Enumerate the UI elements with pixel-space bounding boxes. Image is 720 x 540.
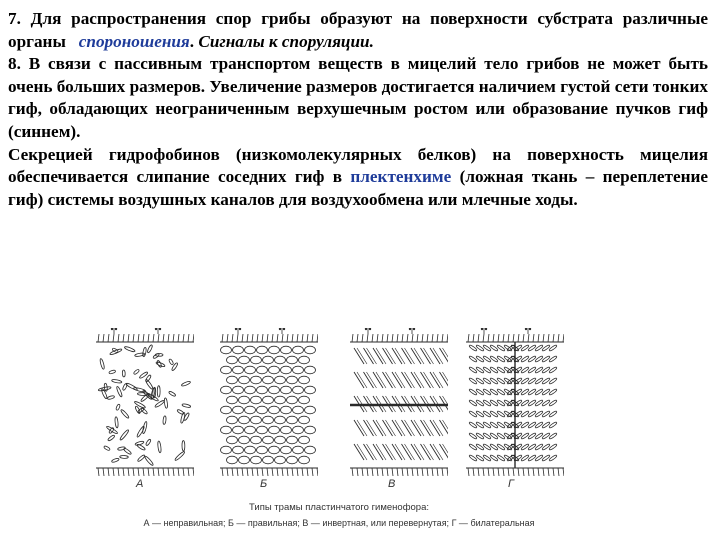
paragraph-hydrophobins — [8, 144, 708, 212]
figure-caption-title: Типы трамы пластинчатого гименофора: — [249, 502, 429, 513]
trama-bilateral-drawing — [466, 328, 564, 478]
trama-inverse-drawing — [350, 328, 448, 478]
panel-bilateral — [466, 328, 564, 478]
panel-inverse — [350, 328, 448, 478]
paragraph-1-text: 7. Для распространения спор грибы образуют на поверхности субстрата различные органы — [8, 9, 708, 51]
panel-label-b: Б — [260, 478, 268, 490]
panel-label-v: В — [388, 478, 396, 490]
panel-label-a: А — [136, 478, 144, 490]
trama-regular-drawing — [220, 328, 318, 478]
sporulation-signals: Сигналы к споруляции. — [198, 31, 374, 51]
figure-caption-legend: А — неправильная; Б — правильная; В — инвертная, или перевернутая; Г — билатеральная — [143, 518, 535, 528]
paragraph-3-text-a: Секрецией гидрофобинов (низкомолекулярных белков) на поверхность мицелия обеспечивается слипание соседних гиф в — [8, 144, 708, 187]
text-block — [8, 8, 708, 211]
paragraph-3-text-b: (ложная ткань – переплетение гиф) системы воздушных каналов для воздухообмена или млечные ходы. — [8, 167, 709, 209]
paragraph-body-size: 8. В связи с пассивным транспортом веществ в мицелий тело грибов не может быть очень больших размеров. Увеличение размеров достигается наличием густой сети тонких гиф, обладающих неограниченным верхушечным ростом или образование пучков гиф (синнем). — [8, 54, 708, 141]
panel-label-g: Г — [508, 478, 514, 490]
paragraph-1-tail: . — [189, 31, 199, 51]
panel-irregular — [96, 328, 194, 478]
trama-irregular-drawing — [96, 328, 194, 478]
term-plectenchyma: плектенхиме — [350, 167, 452, 187]
panel-regular — [220, 328, 318, 478]
paragraph-spore-organs — [8, 8, 708, 53]
trama-types-figure — [88, 318, 590, 536]
term-sporulation-organs: спороношения — [78, 31, 190, 51]
